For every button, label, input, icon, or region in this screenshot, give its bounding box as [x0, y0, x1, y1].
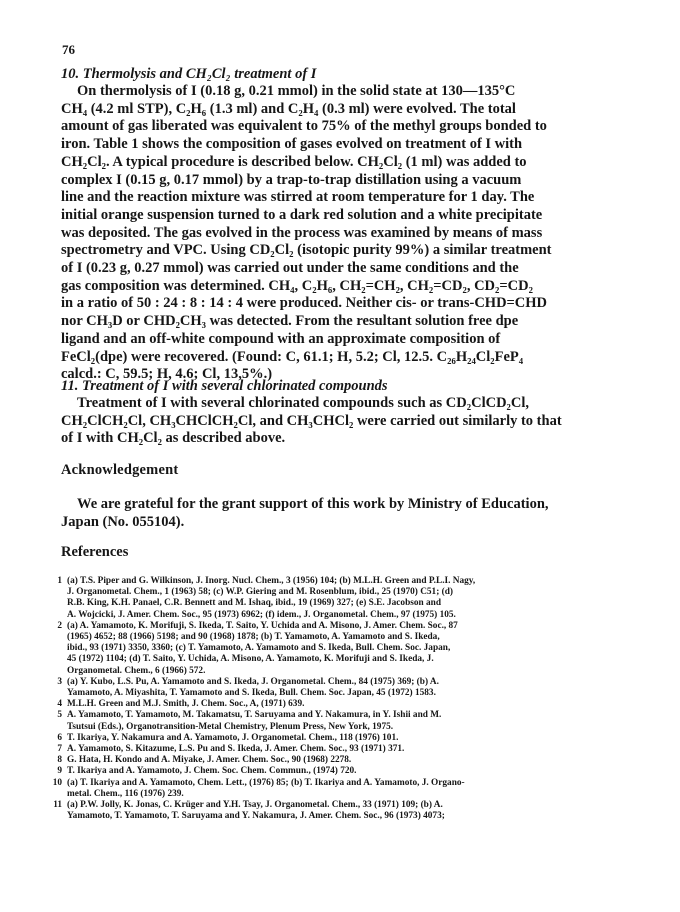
reference-number: 8 [57, 755, 62, 766]
reference-item [48, 733, 668, 744]
reference-item [48, 766, 668, 777]
reference-number: 7 [57, 744, 62, 755]
reference-line: A. Yamamoto, S. Kitazume, L.S. Pu and S. Ikeda, J. Amer. Chem. Soc., 93 (1971) 371. [67, 744, 405, 755]
reference-number: 6 [57, 732, 62, 743]
reference-line: Yamamoto, T. Yamamoto, T. Saruyama and Y. Nakamura, J. Amer. Chem. Soc., 96 (1973) 4073; [67, 811, 445, 822]
reference-line: A. Yamamoto, T. Yamamoto, M. Takamatsu, T. Saruyama and Y. Nakamura, in Y. Ishii and M. [67, 710, 442, 721]
page-number: 76 [62, 42, 75, 57]
section-10-line: CH₂Cl₂. A typical procedure is described below. CH₂Cl₂ (1 ml) was added to [61, 153, 527, 170]
section-10-line: in a ratio of 50 : 24 : 8 : 14 : 4 were produced. Neither cis- or trans-CHD=CHD [61, 295, 548, 312]
section-10-line: nor CH₃D or CHD₂CH₃ was detected. From the resultant solution free dpe [61, 313, 519, 330]
reference-line: R.B. King, K.H. Panael, C.R. Bennett and M. Ishaq, ibid., 19 (1969) 327; (e) S.E. Jacobson and [67, 598, 441, 609]
reference-item [48, 800, 668, 822]
section-10-line: gas composition was determined. CH₄, C₂H₆, CH₂=CH₂, CH₂=CD₂, CD₂=CD₂ [61, 277, 533, 294]
reference-item [48, 744, 668, 755]
references-section [61, 544, 661, 561]
acknowledgement-text [61, 496, 661, 531]
reference-number: 2 [57, 620, 62, 631]
reference-item [48, 576, 668, 621]
reference-item [48, 677, 668, 699]
reference-item [48, 699, 668, 710]
reference-line: M.L.H. Green and M.J. Smith, J. Chem. Soc., A, (1971) 639. [67, 699, 305, 710]
reference-number: 1 [57, 576, 62, 586]
section-10-line: On thermolysis of I (0.18 g, 0.21 mmol) in the solid state at 130—135°C [77, 83, 516, 99]
reference-line: Tsutsui (Eds.), Organotransition-Metal Chemistry, Plenum Press, New York, 1975. [67, 721, 394, 732]
references-list [48, 576, 668, 822]
reference-item [48, 778, 668, 800]
section-10-heading: 10. Thermolysis and CH₂Cl₂ treatment of I [61, 66, 317, 82]
section-10-line: of I (0.23 g, 0.27 mmol) was carried out under the same conditions and the [61, 260, 519, 277]
reference-number: 4 [57, 699, 62, 710]
section-10-line: CH₄ (4.2 ml STP), C₂H₆ (1.3 ml) and C₂H₄ (0.3 ml) were evolved. The total [61, 100, 516, 117]
reference-line: Organometal. Chem., 6 (1966) 572. [67, 665, 206, 676]
section-11-line: of I with CH₂Cl₂ as described above. [61, 430, 286, 447]
section-10-line: FeCl₂(dpe) were recovered. (Found: C, 61.1; H, 5.2; Cl, 12.5. C₂₆H₂₄Cl₂FeP₄ [61, 348, 524, 365]
section-11-line: CH₂ClCH₂Cl, CH₃CHClCH₂Cl, and CH₃CHCl₂ were carried out similarly to that [61, 412, 562, 429]
reference-number: 11 [53, 800, 62, 811]
reference-number: 10 [52, 777, 62, 788]
reference-line: J. Organometal. Chem., 1 (1963) 58; (c) W.P. Giering and M. Rosenblum, ibid., 25 (1970) C51; (d) [67, 587, 453, 598]
acknowledgement-body [61, 496, 661, 531]
section-10-line: spectrometry and VPC. Using CD₂Cl₂ (isotopic purity 99%) a similar treatment [61, 242, 552, 259]
reference-line: metal. Chem., 116 (1976) 239. [67, 788, 184, 799]
acknowledgement-line: Japan (No. 055104). [61, 513, 185, 530]
section-10-line: line and the reaction mixture was stirred at room temperature for 1 day. The [61, 189, 535, 206]
acknowledgement-heading: Acknowledgement [61, 462, 179, 478]
reference-line: T. Ikariya, Y. Nakamura and A. Yamamoto, J. Organometal. Chem., 118 (1976) 101. [67, 732, 399, 743]
reference-line: Yamamoto, A. Miyashita, T. Yamamoto and S. Ikeda, Bull. Chem. Soc. Japan, 45 (1972) 1583. [67, 688, 436, 699]
reference-line: (1965) 4652; 88 (1966) 5198; and 90 (1968) 1878; (b) T. Yamamoto, A. Yamamoto and S. Ikeda, [67, 632, 440, 643]
reference-line: (a) T. Ikariya and A. Yamamoto, Chem. Lett., (1976) 85; (b) T. Ikariya and A. Yamamoto, J. Organo- [67, 777, 465, 788]
section-10 [61, 66, 661, 384]
section-11-body [61, 395, 661, 448]
reference-line: 45 (1972) 1104; (d) T. Saito, Y. Uchida, A. Misono, A. Yamamoto, K. Morifuji and S. Ikeda, J. [67, 654, 434, 665]
reference-line: ibid., 93 (1971) 3350, 3360; (c) T. Yamamoto, A. Yamamoto and S. Ikeda, Bull. Chem. Soc. Japan, [67, 643, 451, 654]
reference-line: (a) P.W. Jolly, K. Jonas, C. Krüger and Y.H. Tsay, J. Organometal. Chem., 33 (1971) 109; (b) A. [67, 800, 443, 811]
section-10-body [61, 83, 661, 384]
section-10-line: complex I (0.15 g, 0.17 mmol) by a trap-to-trap distillation using a vacuum [61, 171, 522, 188]
acknowledgement-line: We are grateful for the grant support of this work by Ministry of Education, [77, 496, 549, 512]
reference-line: T. Ikariya and A. Yamamoto, J. Chem. Soc. Chem. Commun., (1974) 720. [67, 766, 357, 777]
section-11-heading: 11. Treatment of I with several chlorinated compounds [61, 378, 388, 394]
section-10-line: amount of gas liberated was equivalent to 75% of the methyl groups bonded to [61, 118, 547, 135]
reference-item [48, 710, 668, 732]
reference-item [48, 621, 668, 677]
section-10-line: was deposited. The gas evolved in the process was examined by means of mass [61, 224, 543, 241]
reference-line: (a) A. Yamamoto, K. Morifuji, S. Ikeda, T. Saito, Y. Uchida and A. Misono, J. Amer. Chem. Soc., 87 [67, 620, 458, 631]
reference-line: G. Hata, H. Kondo and A. Miyake, J. Amer. Chem. Soc., 90 (1968) 2278. [67, 755, 352, 766]
section-10-line: calcd.: C, 59.5; H, 4.6; Cl, 13,5%.) [61, 366, 273, 383]
reference-number: 9 [57, 766, 62, 777]
section-10-line: ligand and an off-white compound with an approximate composition of [61, 330, 501, 347]
section-10-line: initial orange suspension turned to a dark red solution and a white precipitate [61, 206, 543, 223]
reference-item [48, 755, 668, 766]
section-11-line: Treatment of I with several chlorinated compounds such as CD₂ClCD₂Cl, [77, 395, 530, 411]
reference-line: (a) T.S. Piper and G. Wilkinson, J. Inorg. Nucl. Chem., 3 (1956) 104; (b) M.L.H. Green and P.L.I. Nagy, [67, 576, 476, 586]
reference-line: A. Wojcicki, J. Amer. Chem. Soc., 95 (1973) 6962; (f) idem., J. Organometal. Chem., 97 (1975) 105. [67, 609, 456, 620]
acknowledgement-section [61, 462, 661, 479]
section-11 [61, 378, 661, 448]
references-heading: References [61, 544, 129, 560]
section-10-line: iron. Table 1 shows the composition of gases evolved on treatment of I with [61, 136, 523, 153]
reference-number: 3 [57, 676, 62, 687]
reference-number: 5 [57, 710, 62, 721]
reference-line: (a) Y. Kubo, L.S. Pu, A. Yamamoto and S. Ikeda, J. Organometal. Chem., 84 (1975) 369; (b) A. [67, 676, 439, 687]
